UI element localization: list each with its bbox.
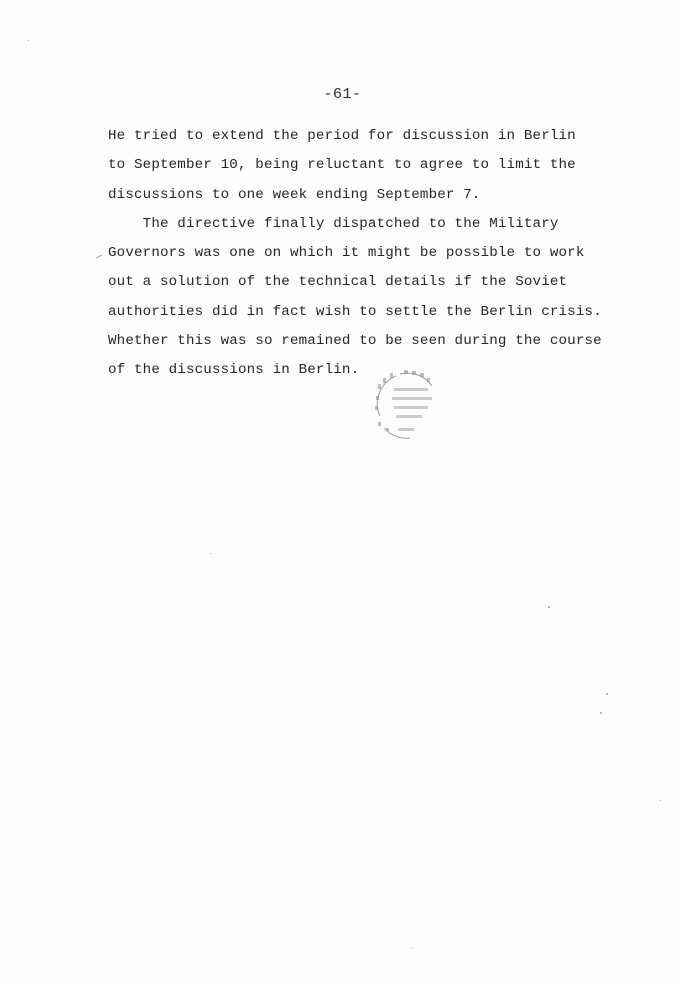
text-line: He tried to extend the period for discussion in Berlin (108, 128, 576, 144)
text-line: out a solution of the technical details if the Soviet (108, 274, 568, 291)
text-line: of the discussions in Berlin. (108, 362, 360, 379)
scan-speck (548, 606, 550, 608)
scan-speck (28, 40, 29, 41)
scan-speck (210, 553, 211, 554)
text-line: authorities did in fact wish to settle the Berlin crisis. (108, 303, 602, 320)
text-line: Whether this was so remained to be seen during the course (108, 333, 602, 350)
text-line: Governors was one on which it might be possible to work (108, 245, 585, 262)
scan-speck (96, 255, 102, 259)
archives-stamp-icon (366, 364, 448, 444)
body-text (108, 122, 608, 386)
scan-speck (412, 948, 413, 949)
scan-speck (600, 712, 602, 714)
text-line: discussions to one week ending September 7. (108, 186, 481, 203)
text-line: The directive finally dispatched to the Military (108, 215, 559, 232)
scan-speck (606, 693, 608, 695)
paragraph-2 (108, 210, 608, 386)
paragraph-1 (108, 122, 608, 210)
text-line: to September 10, being reluctant to agree to limit the (108, 157, 576, 174)
page-number: -61- (323, 86, 362, 103)
scan-speck (660, 800, 661, 801)
